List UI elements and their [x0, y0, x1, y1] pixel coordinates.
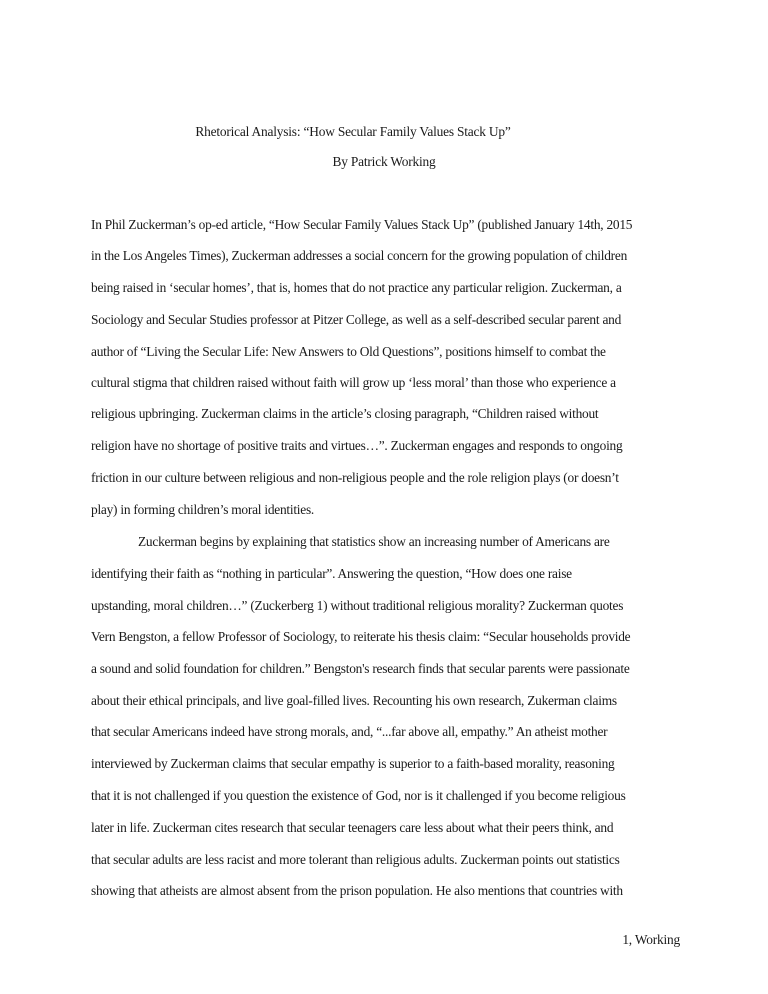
document-author: By Patrick Working — [332, 154, 436, 169]
body-line: religion have no shortage of positive traits and virtues…”. Zuckerman engages and responds to ongoing — [91, 438, 623, 453]
body-line: interviewed by Zuckerman claims that secular empathy is superior to a faith-based morality, reasoning — [91, 756, 615, 771]
body-line: religious upbringing. Zuckerman claims in the article’s closing paragraph, “Children raised without — [91, 406, 599, 421]
body-line: author of “Living the Secular Life: New Answers to Old Questions”, positions himself to combat the — [91, 344, 606, 359]
body-line: about their ethical principals, and live goal-filled lives. Recounting his own research, Zukerman claims — [91, 693, 617, 708]
body-line: later in life. Zuckerman cites research that secular teenagers care less about what their peers think, and — [91, 820, 614, 835]
body-line: identifying their faith as “nothing in particular”. Answering the question, “How does one raise — [91, 566, 572, 581]
body-line: a sound and solid foundation for children.” Bengston's research finds that secular parents were passionate — [91, 661, 630, 676]
body-line: friction in our culture between religious and non-religious people and the role religion plays (or doesn’t — [91, 470, 619, 485]
body-line: cultural stigma that children raised without faith will grow up ‘less moral’ than those who experience a — [91, 375, 616, 390]
body-line: being raised in ‘secular homes’, that is, homes that do not practice any particular religion. Zuckerman, a — [91, 280, 622, 295]
body-line: showing that atheists are almost absent from the prison population. He also mentions that countries with — [91, 883, 623, 898]
page-footer: 1, Working — [622, 932, 680, 947]
body-line: in the Los Angeles Times), Zuckerman addresses a social concern for the growing population of children — [91, 248, 628, 263]
body-line: that it is not challenged if you question the existence of God, nor is it challenged if you become religious — [91, 788, 626, 803]
body-line: Zuckerman begins by explaining that statistics show an increasing number of Americans are — [138, 534, 610, 549]
body-line: that secular adults are less racist and more tolerant than religious adults. Zuckerman points out statistics — [91, 852, 620, 867]
body-line: Sociology and Secular Studies professor at Pitzer College, as well as a self-described secular parent and — [91, 312, 622, 327]
document-title: Rhetorical Analysis: “How Secular Family Values Stack Up” — [195, 124, 511, 139]
body-line: Vern Bengston, a fellow Professor of Sociology, to reiterate his thesis claim: “Secular households provide — [91, 629, 631, 644]
body-line: play) in forming children’s moral identities. — [91, 502, 315, 517]
body-line: that secular Americans indeed have strong morals, and, “...far above all, empathy.” An atheist mother — [91, 724, 608, 739]
body-line: upstanding, moral children…” (Zuckerberg 1) without traditional religious morality? Zuckerman quotes — [91, 598, 624, 613]
body-line: In Phil Zuckerman’s op-ed article, “How Secular Family Values Stack Up” (published January 14th, 2015 — [91, 217, 633, 232]
